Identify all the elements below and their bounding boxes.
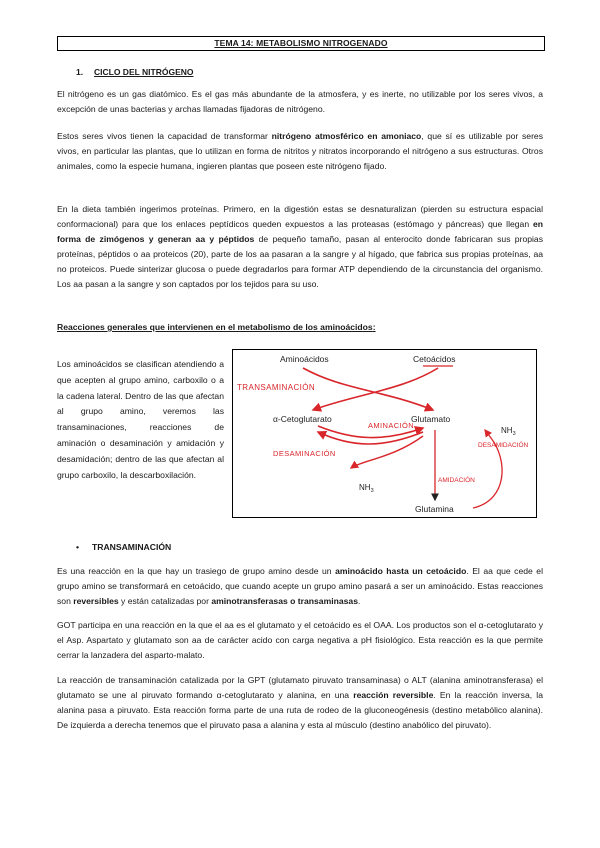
text-run: . [357,596,361,606]
section-heading-ciclo [76,67,194,77]
paragraph-amino-classification: Los aminoácidos se clasifican atendiendo a que acepten al grupo amino, carboxilo o a la cadena lateral. Dentro de las que afectan al grupo amino, veremos las transaminaciones, reacciones de aminación o desaminación y amidación y desamidación; dentro de las que afectan al grupo carboxilo, la descarboxilación. [57,359,224,480]
paragraph-nitrogen-gas: El nitrógeno es un gas diatómico. Es el gas más abundante de la atmosfera, y es inerte, no utilizable por los seres vivos, a excepción de unas bacterias y archas llamadas fijadoras de nitrógeno. [57,89,543,114]
text-run: La reacción de transaminación catalizada por la GPT (glutamato piruvato transaminasa) o ALT (alanina aminotransferasa) el glutamato se une al piruvato formando α-cetoglutarato y alanina, en una [57,675,543,700]
bold-run: reversibles [73,596,119,606]
node-nh3-right: $NH_3$ [501,426,516,437]
bullet-dot: • [76,542,80,552]
label-aminacion: AMINACIÓN [368,421,415,430]
section-title: CICLO DEL NITRÓGENO [94,67,194,77]
paragraph-transamination-def [57,564,543,609]
paragraph-diet-proteins [57,202,543,292]
nitrogen-metabolism-diagram [232,349,537,518]
node-cetoglutarato: α-Cetoglutarato [273,414,332,424]
text-run: de pequeño tamaño, pasan al enterocito donde fabricaran sus propias proteínas, péptidos o aa proteicos (20), parte de los aa pasaran a la sangre y al hígado, que fabrica sus propias proteínas, aa no proteicos. Puede sinterizar glucosa o puede degradarlos para formar ATP dependiendo de la circunstancia del organismo. Los aa pasan a la sangre y son captados por los tejidos para su uso. [57,234,543,289]
deamination-nh3-arrow [351,436,423,468]
text-run: Estos seres vivos tienen la capacidad de transformar [57,131,272,141]
subheading-colon: : [372,322,376,332]
label-desaminacion: DESAMINACIÓN [273,449,336,458]
transamination-arc-aa-to-glu [303,368,433,410]
bullet-heading-transaminacion [76,542,171,552]
bullet-heading-text: TRANSAMINACIÓN [92,542,172,552]
page-title: TEMA 14: METABOLISMO NITROGENADO [57,36,545,51]
text-run: . En la reacción inversa, la alanina pasa a piruvato. Esta reacción forma parte de una ruta de rodeo de la gluconeogénesis (destino metabólico alanina). De izquierda a derecha tenemos que el piruvato pasa a alanina y esta al músculo (destino anabólico del piruvato). [57,690,543,730]
paragraph-fixing-organisms [57,129,543,174]
subheading-reactions [57,322,376,332]
bold-run: nitrógeno atmosférico en amoniaco [271,131,422,141]
section-number: 1. [76,67,84,77]
bold-run: en forma de zimógenos y generan aa y péptidos [57,219,543,244]
node-glutamato: Glutamato [411,414,451,424]
label-transaminacion: TRANSAMINACIÓN [237,383,316,392]
node-cetoacidos: Cetoácidos [413,354,456,364]
node-aminoacidos: Aminoácidos [280,354,329,364]
transamination-arc-ceto-to-akg [313,368,438,410]
bold-run: aminoácido hasta un cetoácido [335,566,467,576]
text-run: y están catalizadas por [118,596,212,606]
text-run: . El aa que cede el grupo amino se transformará en cetoácido, que cuando acepte un grupo amino pasará a ser un aminoácido. Estas reacciones son [57,566,543,606]
label-desamidacion: DESAMIDACIÓN [478,442,529,449]
text-run: En la dieta también ingerimos proteínas. Primero, en la digestión estas se desnaturalizan (pierden su estructura espacial conformacional) para que los enlaces peptídicos queden expuestos a las proteasas (estómago y páncreas) que llegan [57,204,543,229]
node-glutamina: Glutamina [415,504,454,514]
text-run: Es una reacción en la que hay un trasiego de grupo amino desde un [57,566,336,576]
bold-run: aminotransferasas o transaminasas [211,596,358,606]
paragraph-gpt [57,673,543,733]
paragraph-got: GOT participa en una reacción en la que el aa es el glutamato y el cetoácido es el OAA. Los productos son el α-cetoglutarato y el Asp. Aspartato y glutamato son aa de carácter acido con carga negativa a pH fisiológico. Esta reacción es la que permite cerrar la lanzadera del asparto-malato. [57,620,543,660]
label-amidacion: AMIDACIÓN [438,477,475,484]
bold-run: reacción reversible [353,690,434,700]
text-run: , que sí es utilizable por seres vivos, en particular las plantas, que lo utilizan en forma de nitritos y nitratos incorporando el nitrógeno a sus estructuras. Otros animales, como la especie humana, ingieren plantas que poseen este nitrógeno fijado. [57,131,544,171]
subheading-text: Reacciones generales que intervienen en el metabolismo de los aminoácidos [57,322,373,332]
node-nh3-left: $NH_3$ [359,483,374,494]
